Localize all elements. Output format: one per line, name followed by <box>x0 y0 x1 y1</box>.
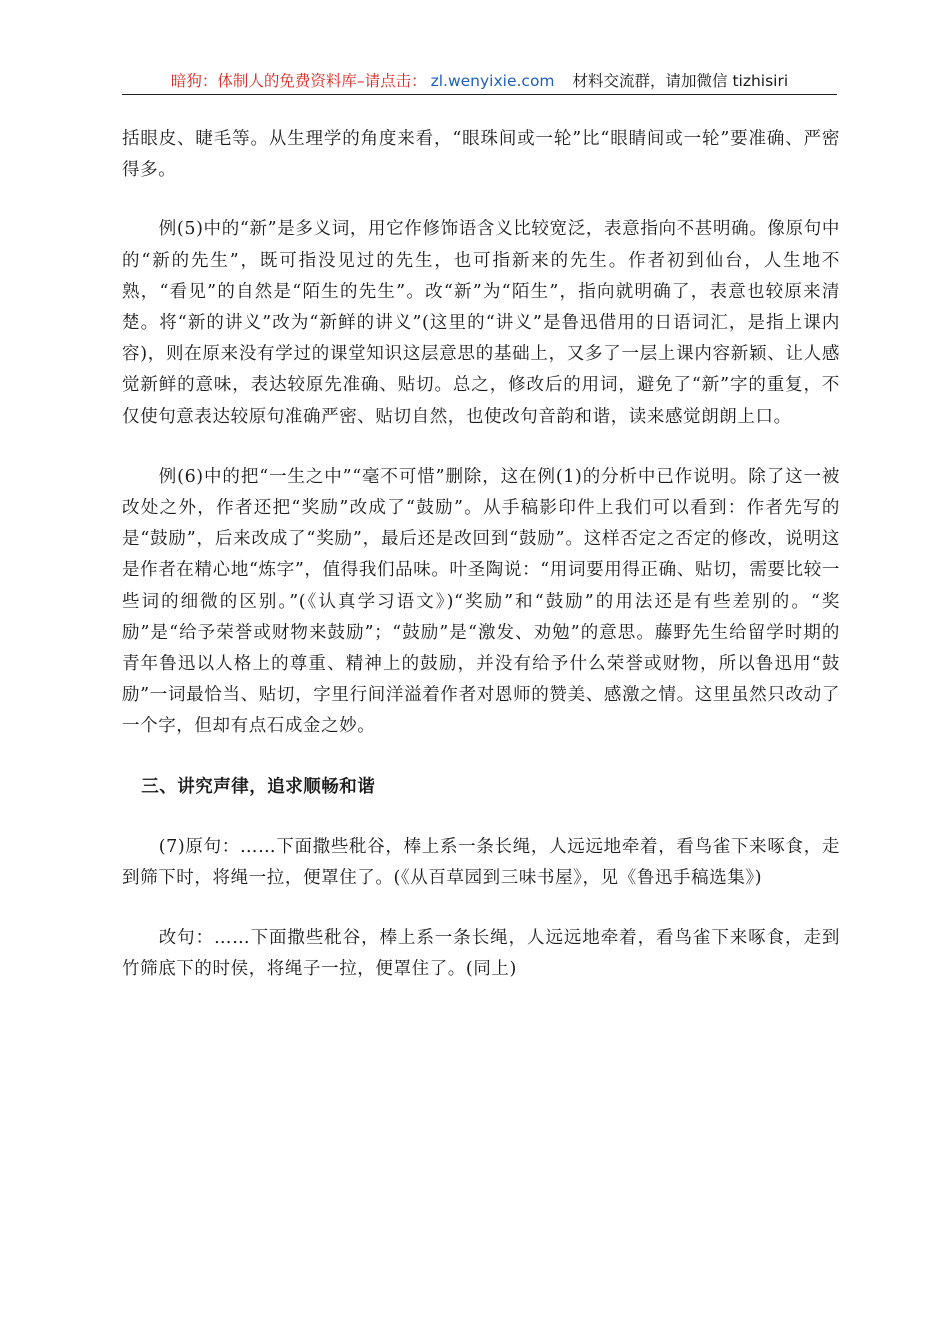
header-link-prompt: –请点击： <box>356 72 427 90</box>
document-body <box>122 124 840 986</box>
paragraph-revised-sentence: 改句：……下面撒些秕谷，棒上系一条长绳，人远远地牵着，看鸟雀下来啄食，走到竹筛底下的时侯，将绳子一拉，便罩住了。(同上) <box>122 928 840 980</box>
paragraph-continuation: 括眼皮、睫毛等。从生理学的角度来看，“眼珠间或一轮”比“眼睛间或一轮”要准确、严密得多。 <box>122 129 840 181</box>
section-heading: 三、讲究声律，追求顺畅和谐 <box>141 776 376 797</box>
paragraph-original-sentence: (7)原句：……下面撒些秕谷，棒上系一条长绳，人远远地牵着，看鸟雀下来啄食，走到筛下时，将绳一拉，便罩住了。(《从百草园到三味书屋》，见《鲁迅手稿选集》) <box>122 836 840 889</box>
paragraph-example-6: 例(6)中的把“一生之中”“毫不可惜”删除，这在例(1)的分析中已作说明。除了这一被改处之外，作者还把“奖励”改成了“鼓励”。从手稿影印件上我们可以看到：作者先写的是“鼓励”，后来改成了“奖励”，最后还是改回到“鼓励”。这样否定之否定的修改，说明这是作者在精心地“炼字”，值得我们品味。叶圣陶说：“用词要用得正确、贴切，需要比较一些词的细微的区别。”(《认真学习语文》)“奖励”和“鼓励”的用法还是有些差别的。“奖励”是“给予荣誉或财物来鼓励”；“鼓励”是“激发、劝勉”的意思。藤野先生给留学时期的青年鲁迅以人格上的尊重、精神上的鼓励，并没有给予什么荣誉或财物，所以鲁迅用“鼓励”一词最恰当、贴切，字里行间洋溢着作者对恩师的赞美、感激之情。这里虽然只改动了一个字，但却有点石成金之妙。 <box>122 466 840 737</box>
page-header <box>122 68 837 95</box>
paragraph-example-5: 例(5)中的“新”是多义词，用它作修饰语含义比较宽泛，表意指向不甚明确。像原句中的“新的先生”，既可指没见过的先生，也可指新来的先生。作者初到仙台，人生地不熟，“看见”的自然是“陌生的先生”。改“新”为“陌生”，指向就明确了，表意也较原来清楚。将“新的讲义”改为“新鲜的讲义”(这里的“讲义”是鲁迅借用的日语词汇，是指上课内容)，则在原来没有学过的课堂知识这层意思的基础上，又多了一层上课内容新颖、让人感觉新鲜的意味，表达较原先准确、贴切。总之，修改后的用词，避免了“新”字的重复，不仅使句意表达较原句准确严密、贴切自然，也使改句音韵和谐，读来感觉朗朗上口。 <box>122 219 840 427</box>
header-url-link[interactable]: zl.wenyixie.com <box>430 72 555 90</box>
header-contact: 材料交流群，请加微信 tizhisiri <box>572 72 789 90</box>
header-site-name: 暗狗：体制人的免费资料库 <box>170 72 357 90</box>
